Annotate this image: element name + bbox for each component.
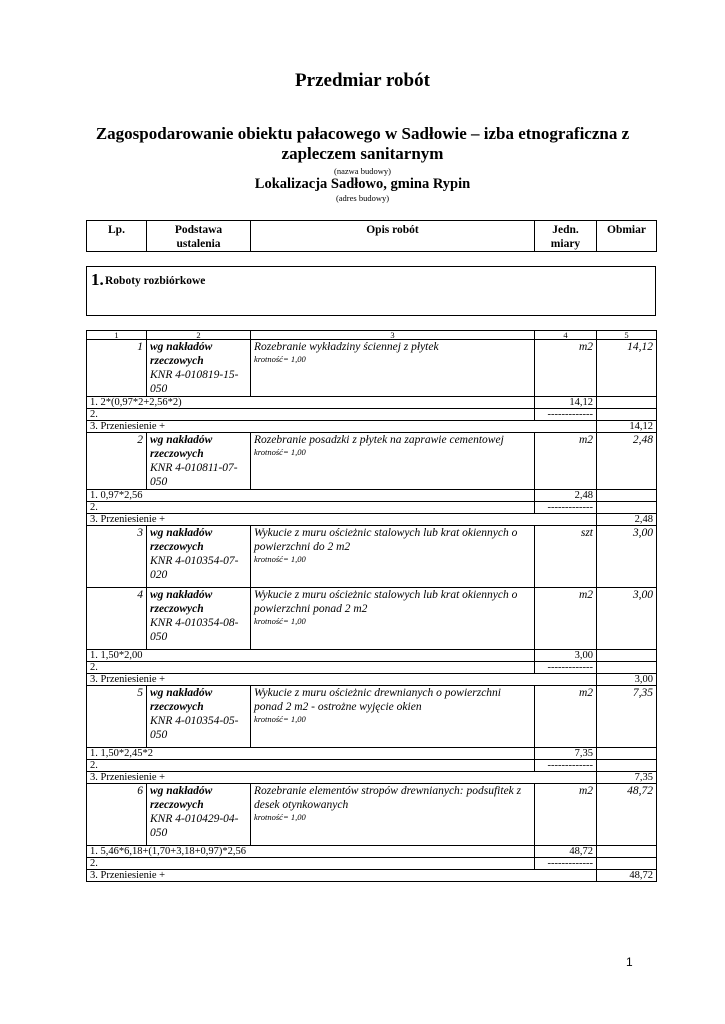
- calc-empty: [597, 846, 657, 858]
- carry-value: 3,00: [597, 674, 657, 686]
- item-unit: m2: [535, 340, 597, 397]
- item-row: [87, 433, 657, 490]
- section-header: [86, 266, 656, 316]
- item-row: [87, 340, 657, 397]
- calc-row: [87, 748, 657, 760]
- item-quantity: 14,12: [597, 340, 657, 397]
- carry-row: [87, 772, 657, 784]
- calc-value: 14,12: [535, 397, 597, 409]
- calc-dashes: -------------: [535, 858, 597, 870]
- item-lp: 6: [87, 784, 147, 846]
- project-note: (nazwa budowy): [334, 166, 391, 176]
- calc-empty: [597, 760, 657, 772]
- calc-empty: [597, 748, 657, 760]
- column-number: 1: [87, 331, 147, 340]
- calc-line2: 2.: [87, 502, 535, 514]
- item-row: [87, 588, 657, 650]
- krotnosc: krotność= 1,00: [254, 447, 306, 457]
- calc-formula: 1. 1,50*2,00: [87, 650, 535, 662]
- carry-value: 7,35: [597, 772, 657, 784]
- item-row: [87, 686, 657, 748]
- item-description: Rozebranie posadzki z płytek na zaprawie cementowej krotność= 1,00: [251, 433, 535, 490]
- calc-empty: [597, 662, 657, 674]
- krotnosc: krotność= 1,00: [254, 714, 306, 724]
- calc-empty: [597, 409, 657, 421]
- calc-formula: 1. 0,97*2,56: [87, 490, 535, 502]
- item-quantity: 7,35: [597, 686, 657, 748]
- item-row: [87, 784, 657, 846]
- carry-row: [87, 421, 657, 433]
- item-description: Rozebranie elementów stropów drewnianych: podsufitek z desek otynkowanych krotność= 1,00: [251, 784, 535, 846]
- item-unit: m2: [535, 686, 597, 748]
- item-basis: wg nakładów rzeczowych KNR 4-010429-04-050: [147, 784, 251, 846]
- column-number: 3: [251, 331, 535, 340]
- calc-dashes: -------------: [535, 760, 597, 772]
- calc-row: [87, 650, 657, 662]
- col-unit: Jedn. miary: [535, 221, 597, 252]
- item-lp: 5: [87, 686, 147, 748]
- calc-line2: 2.: [87, 858, 535, 870]
- calc-row: [87, 502, 657, 514]
- calc-line2: 2.: [87, 760, 535, 772]
- item-lp: 3: [87, 526, 147, 588]
- item-lp: 4: [87, 588, 147, 650]
- col-desc: Opis robót: [251, 221, 535, 252]
- item-quantity: 2,48: [597, 433, 657, 490]
- calc-row: [87, 846, 657, 858]
- item-description: Rozebranie wykładziny ściennej z płytek krotność= 1,00: [251, 340, 535, 397]
- item-basis: wg nakładów rzeczowych KNR 4-010354-08-050: [147, 588, 251, 650]
- item-description: Wykucie z muru ościeżnic stalowych lub krat okiennych o powierzchni ponad 2 m2 krotność= 1,00: [251, 588, 535, 650]
- calc-empty: [597, 650, 657, 662]
- calc-row: [87, 662, 657, 674]
- carry-value: 48,72: [597, 870, 657, 882]
- column-number: 5: [597, 331, 657, 340]
- item-lp: 1: [87, 340, 147, 397]
- calc-value: 48,72: [535, 846, 597, 858]
- krotnosc: krotność= 1,00: [254, 616, 306, 626]
- item-quantity: 48,72: [597, 784, 657, 846]
- item-description: Wykucie z muru ościeżnic stalowych lub krat okiennych o powierzchni do 2 m2 krotność= 1,00: [251, 526, 535, 588]
- calc-value: 2,48: [535, 490, 597, 502]
- item-basis: wg nakładów rzeczowych KNR 4-010819-15-050: [147, 340, 251, 397]
- calc-row: [87, 760, 657, 772]
- item-description: Wykucie z muru ościeżnic drewnianych o powierzchni ponad 2 m2 - ostrożne wyjęcie okien krotność= 1,00: [251, 686, 535, 748]
- calc-empty: [597, 490, 657, 502]
- calc-dashes: -------------: [535, 502, 597, 514]
- calc-line2: 2.: [87, 662, 535, 674]
- item-lp: 2: [87, 433, 147, 490]
- carry-row: [87, 674, 657, 686]
- item-basis: wg nakładów rzeczowych KNR 4-010354-07-020: [147, 526, 251, 588]
- krotnosc: krotność= 1,00: [254, 354, 306, 364]
- item-unit: szt: [535, 526, 597, 588]
- carry-label: 3. Przeniesienie +: [87, 772, 597, 784]
- carry-label: 3. Przeniesienie +: [87, 870, 597, 882]
- calc-row: [87, 858, 657, 870]
- item-unit: m2: [535, 588, 597, 650]
- carry-row: [87, 514, 657, 526]
- calc-empty: [597, 397, 657, 409]
- page-title: Przedmiar robót: [295, 70, 430, 91]
- calc-row: [87, 409, 657, 421]
- calc-line2: 2.: [87, 409, 535, 421]
- items-table: [86, 330, 657, 882]
- col-qty: Obmiar: [597, 221, 657, 252]
- krotnosc: krotność= 1,00: [254, 554, 306, 564]
- page-number: 1: [626, 955, 633, 969]
- carry-label: 3. Przeniesienie +: [87, 421, 597, 433]
- item-row: [87, 526, 657, 588]
- col-lp: Lp.: [87, 221, 147, 252]
- calc-dashes: -------------: [535, 662, 597, 674]
- carry-row: [87, 870, 657, 882]
- item-quantity: 3,00: [597, 588, 657, 650]
- calc-value: 7,35: [535, 748, 597, 760]
- calc-value: 3,00: [535, 650, 597, 662]
- carry-value: 14,12: [597, 421, 657, 433]
- project-name: Zagospodarowanie obiektu pałacowego w Sadłowie – izba etnograficzna z zapleczem sanitarnym: [95, 124, 630, 163]
- calc-formula: 1. 1,50*2,45*2: [87, 748, 535, 760]
- calc-formula: 1. 5,46*6,18+(1,70+3,18+0,97)*2,56: [87, 846, 535, 858]
- column-number-row: [87, 331, 657, 340]
- calc-dashes: -------------: [535, 409, 597, 421]
- section-name: Roboty rozbiórkowe: [105, 275, 206, 287]
- krotnosc: krotność= 1,00: [254, 812, 306, 822]
- section-number: 1.: [91, 270, 104, 289]
- calc-row: [87, 397, 657, 409]
- carry-value: 2,48: [597, 514, 657, 526]
- carry-label: 3. Przeniesienie +: [87, 514, 597, 526]
- calc-row: [87, 490, 657, 502]
- item-quantity: 3,00: [597, 526, 657, 588]
- column-number: 2: [147, 331, 251, 340]
- item-basis: wg nakładów rzeczowych KNR 4-010354-05-050: [147, 686, 251, 748]
- calc-empty: [597, 502, 657, 514]
- column-header-table: [86, 220, 657, 252]
- item-unit: m2: [535, 433, 597, 490]
- calc-formula: 1. 2*(0,97*2+2,56*2): [87, 397, 535, 409]
- carry-label: 3. Przeniesienie +: [87, 674, 597, 686]
- item-basis: wg nakładów rzeczowych KNR 4-010811-07-050: [147, 433, 251, 490]
- location: Lokalizacja Sadłowo, gmina Rypin: [254, 176, 471, 192]
- location-note: (adres budowy): [335, 193, 390, 203]
- calc-empty: [597, 858, 657, 870]
- col-basis: Podstawa ustalenia: [147, 221, 251, 252]
- item-unit: m2: [535, 784, 597, 846]
- column-number: 4: [535, 331, 597, 340]
